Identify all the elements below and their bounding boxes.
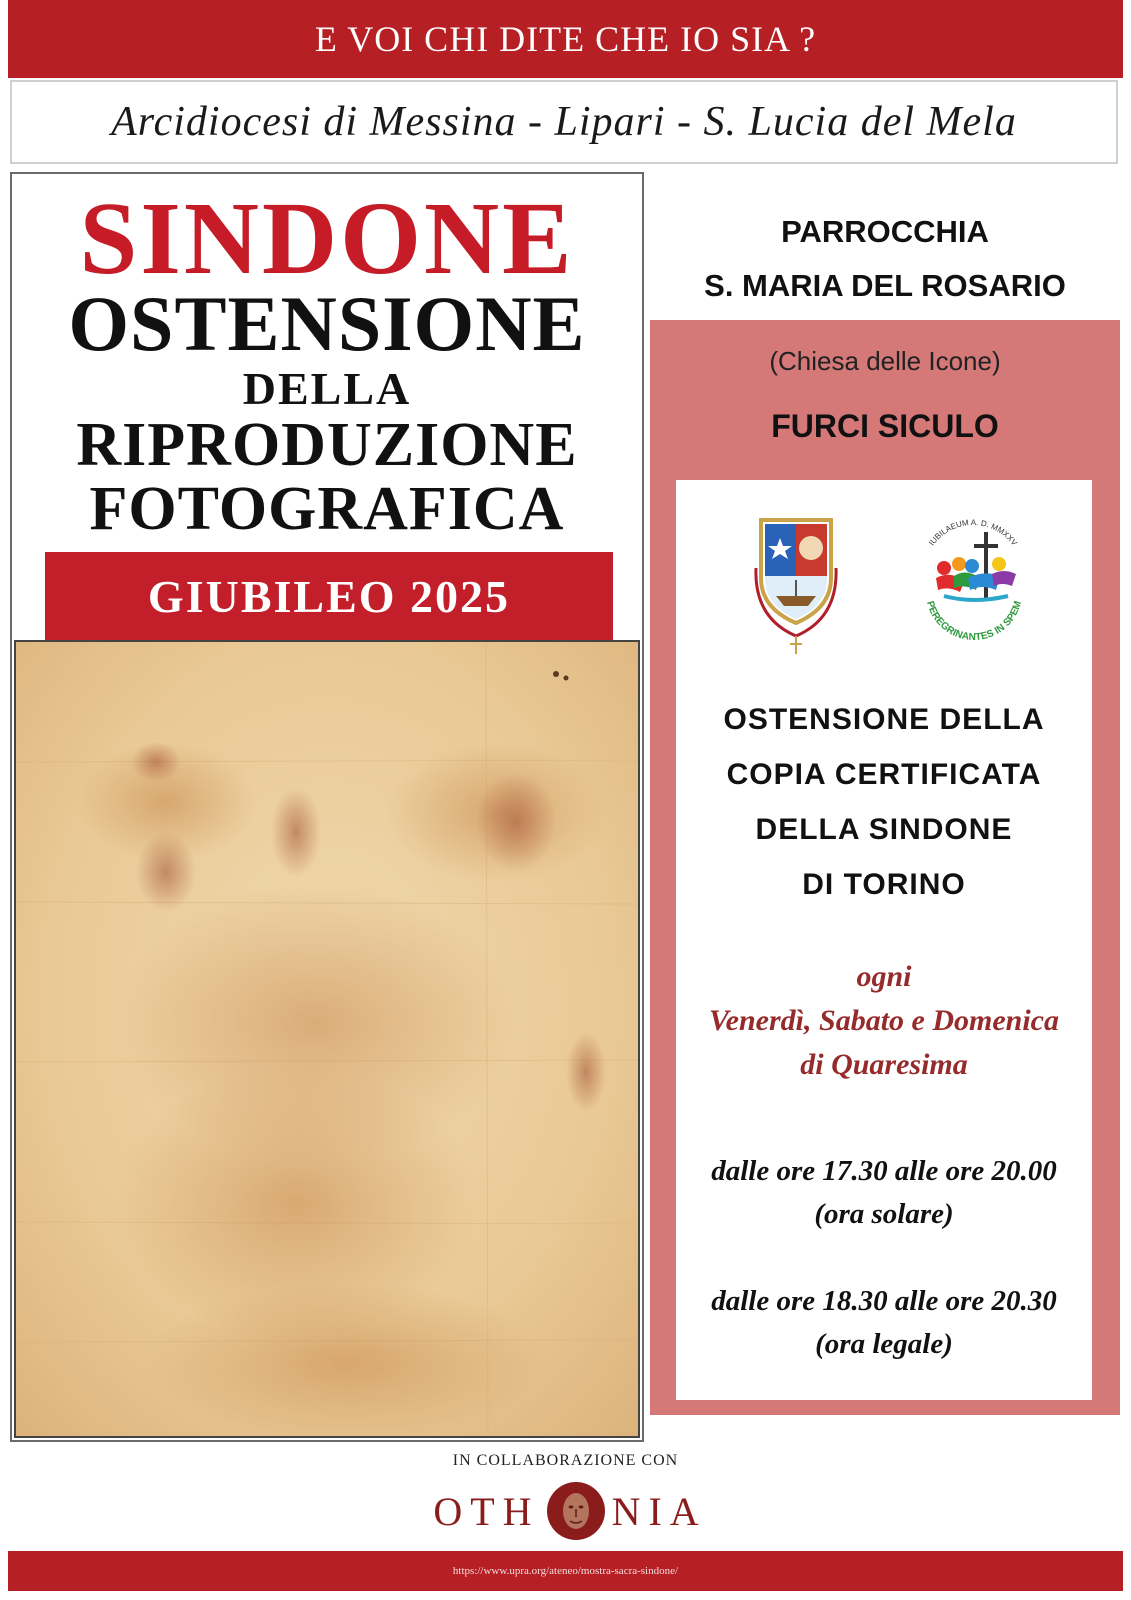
schedule-solar-note: (ora solare) [814,1198,954,1230]
parish-line-2: S. MARIA DEL ROSARIO [704,268,1066,303]
event-description [676,692,1092,912]
event-card [676,480,1092,1400]
coat-of-arms-icon [746,508,846,658]
othonia-right-text: NIA [611,1488,707,1534]
della-title: DELLA [242,363,412,414]
shroud-face-icon [546,1481,606,1541]
ostensione-title: OSTENSIONE [68,280,586,367]
event-line-1: OSTENSIONE DELLA [723,703,1045,736]
jubilee-logo-icon [904,512,1044,642]
shroud-image [14,640,640,1438]
event-line-2: COPIA CERTIFICATA [726,758,1042,791]
diocese-text: Arcidiocesi di Messina - Lipari - S. Lucia del Mela [111,99,1017,145]
fotografica-title: FOTOGRAFICA [89,475,565,543]
collaboration-label: IN COLLABORAZIONE CON [452,1452,679,1469]
parish-name [655,205,1115,313]
schedule-legal-time: dalle ore 18.30 alle ore 20.30 [711,1285,1057,1317]
website-link[interactable]: https://www.upra.org/ateneo/mostra-sacra-sindone/ [452,1565,679,1577]
schedule-solar [676,1150,1092,1236]
parish-line-1: PARROCCHIA [781,214,989,249]
days-line-1: ogni [856,960,912,993]
church-subtitle: (Chiesa delle Icone) [769,346,1001,376]
othonia-left-text: OTH [433,1488,540,1534]
top-banner [8,0,1123,78]
days-line-3: di Quaresima [800,1048,968,1081]
schedule-solar-time: dalle ore 17.30 alle ore 20.00 [711,1155,1057,1187]
info-panel [650,320,1120,1415]
bottom-banner [8,1551,1123,1591]
poster-panel [10,172,644,1442]
riproduzione-title: RIPRODUZIONE [76,411,578,479]
giubileo-bar [45,552,613,640]
schedule-legal-note: (ora legale) [815,1328,953,1360]
days-text [676,955,1092,1087]
town-name: FURCI SICULO [771,408,999,444]
days-line-2: Venerdì, Sabato e Domenica [709,1004,1059,1037]
sindone-title: SINDONE [79,181,575,296]
jubilee-top-text: IUBILAEUM A. D. MMXXV [927,517,1019,548]
event-line-3: DELLA SINDONE [755,813,1013,846]
jubilee-bottom-text: PEREGRINANTES IN SPEM [924,599,1024,642]
diocese-box [10,80,1118,164]
schedule-legal [676,1280,1092,1366]
event-line-4: DI TORINO [802,868,966,901]
giubileo-text: GIUBILEO 2025 [147,570,511,622]
motto-text: E VOI CHI DITE CHE IO SIA ? [314,19,817,59]
othonia-logo [370,1476,770,1546]
